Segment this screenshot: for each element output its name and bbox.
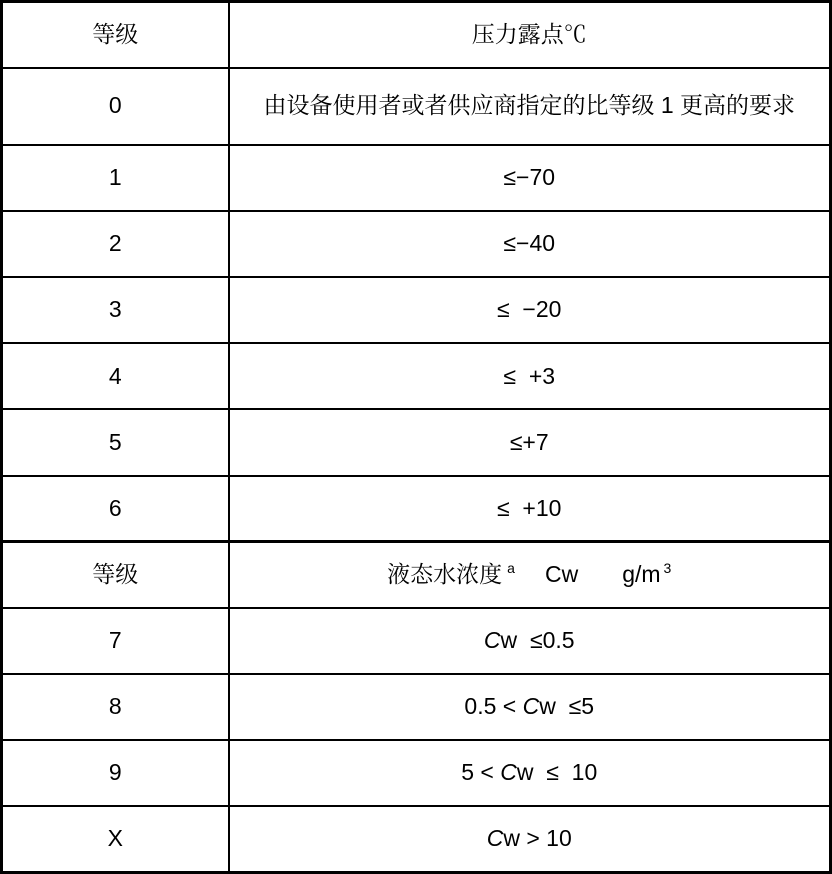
c-symbol: C: [486, 825, 504, 852]
cw-symbol-label: Cw: [544, 561, 579, 588]
value-cell: [229, 806, 831, 872]
c-symbol: C: [500, 759, 517, 786]
grade-cell: 8: [2, 674, 229, 740]
grade-cell: 6: [2, 476, 229, 542]
w-symbol: w: [500, 627, 518, 654]
grade-cell: 3: [2, 277, 229, 343]
table-row: [2, 145, 831, 211]
value-cell: ≤+7: [229, 409, 831, 475]
unit-exponent: 3: [663, 560, 672, 577]
table-row: [2, 476, 831, 542]
grade-column-header: 等级: [2, 2, 229, 68]
section1-header-row: [2, 2, 831, 68]
grade-cell: 0: [2, 68, 229, 145]
grade-cell: 1: [2, 145, 229, 211]
value-cell: [229, 674, 831, 740]
value-suffix: > 10: [519, 825, 572, 852]
value-cell: ≤−40: [229, 211, 831, 277]
value-cell: ≤ +3: [229, 343, 831, 409]
table-row: [2, 343, 831, 409]
table-row: [2, 409, 831, 475]
table-row: [2, 740, 831, 806]
value-cell: [229, 740, 831, 806]
grade-column-header: 等级: [2, 542, 229, 608]
table-row: [2, 608, 831, 674]
section2-header-row: [2, 542, 831, 608]
pressure-dewpoint-column-header: 压力露点℃: [229, 2, 831, 68]
unit-label: g/m: [622, 561, 661, 588]
w-symbol: w: [503, 825, 520, 852]
grade-cell: 2: [2, 211, 229, 277]
value-cell: ≤−70: [229, 145, 831, 211]
value-suffix: ≤ 10: [533, 759, 598, 786]
grade-cell: 4: [2, 343, 229, 409]
value-suffix: ≤0.5: [517, 627, 575, 654]
value-suffix: ≤5: [555, 693, 595, 720]
value-cell: ≤ +10: [229, 476, 831, 542]
liquid-water-column-header: [229, 542, 831, 608]
table-row: [2, 211, 831, 277]
grade-cell: X: [2, 806, 229, 872]
value-cell: 由设备使用者或者供应商指定的比等级 1 更高的要求: [229, 68, 831, 145]
w-symbol: w: [516, 759, 534, 786]
footnote-marker: a: [507, 560, 515, 577]
table-row: [2, 674, 831, 740]
grade-cell: 9: [2, 740, 229, 806]
value-cell: [229, 608, 831, 674]
grade-cell: 7: [2, 608, 229, 674]
value-cell: ≤ −20: [229, 277, 831, 343]
c-symbol: C: [522, 693, 540, 720]
grade-cell: 5: [2, 409, 229, 475]
value-prefix: 5 <: [461, 759, 501, 786]
table-row: [2, 68, 831, 145]
table-row: [2, 806, 831, 872]
liquid-water-label: 液态水浓度: [387, 561, 503, 588]
value-prefix: 0.5 <: [464, 693, 523, 720]
table-row: [2, 277, 831, 343]
w-symbol: w: [539, 693, 556, 720]
c-symbol: C: [483, 627, 501, 654]
